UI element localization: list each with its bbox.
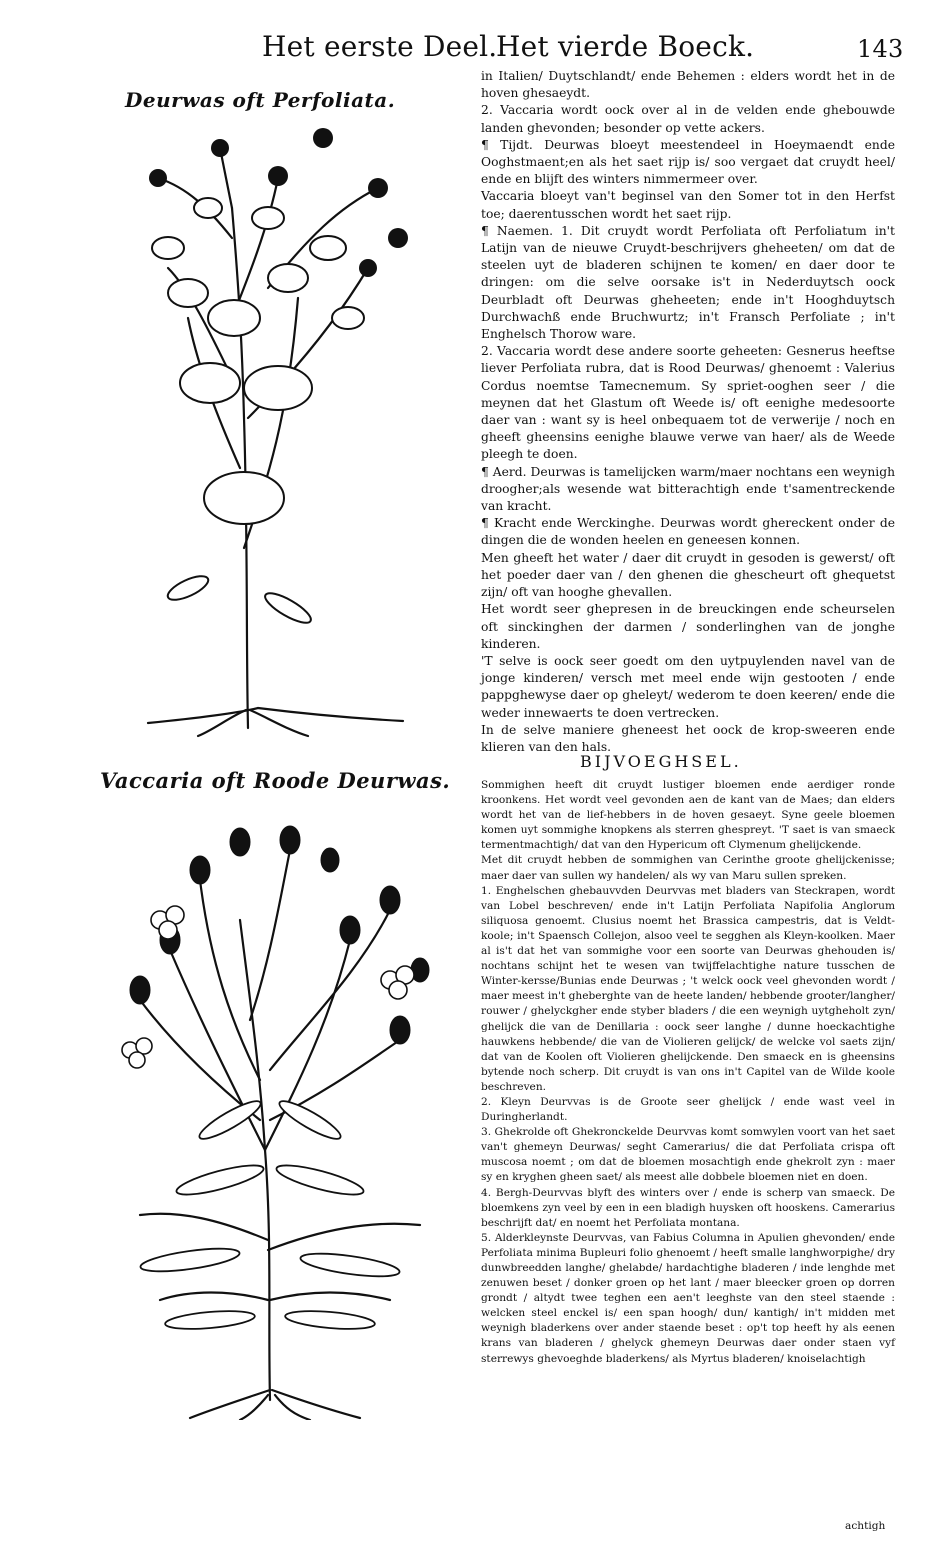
appendix-paragraph: Met dit cruydt hebben de sommighen van Cerinthe groote ghelijckenisse; maer daer van sullen wy handelen/ als wy van Maru sullen spreken. [481,854,895,882]
appendix-paragraph: 2. Kleyn Deurvvas is de Groote seer ghelijck / ende wast veel in Duringherlandt. [481,1095,895,1124]
appendix-paragraph: 5. Alderkleynste Deurvvas, van Fabius Columna in Apulien ghevonden/ ende Perfoliata minima Bupleuri folio ghenoemt / heeft smalle langhworpighe/ dry dunwbreedden langhe/ ghelabde/ hardachtighe bladeren / inde lenghde met zenuwen beset / donker groen op het lant / maer bleecker groen op dorren grondt / altydt twee teghen een aen't leeghste van den steel staende : welcken steel enckel is/ een span hoogh/ dun/ kantigh/ in't midden met weynigh bladerkens over ander staende beset : op't top heeft hy als eenen krans van bladeren / ghelyck ghemeyn Deurwas daer onder staen vyf sterrewys ghevoeghde bladerkens/ als Myrtus bladeren/ knoiselachtigh [481,1231,895,1365]
text-paragraph: Men gheeft het water / daer dit cruydt in gesoden is gewerst/ oft het poeder daer van / den ghenen die ghescheurt oft ghequetst zijn/ oft van hooghe ghevallen. [481,550,895,600]
text-paragraph: 'T selve is oock seer goedt om den uytpuylenden navel van de jonge kinderen/ versch met meel ende wijn gestooten / ende pappghewyse daer op gheleyt/ wederom te doen keeren/ ende die weder innewaerts te doen vertrecken. [481,653,895,720]
text-paragraph: ¶ Naemen. 1. Dit cruydt wordt Perfoliata oft Perfoliatum in't Latijn van de nieuwe Cruydt-beschrijvers gheheeten/ om dat de steelen uyt de bladeren schijnen te komen/ en daer door te dringen: om die selve oorsake is't in Nederduytsch oock Deurbladt oft Deurwas gheheeten; ende in't Hooghduytsch Durchwachß ende Bruchwurtz; in't Fransch Perfoliate ; in't Enghelsch Thorow ware. [481,223,895,342]
section-heading: BIJVOEGHSEL. [580,752,742,771]
text-paragraph: In de selve maniere gheneest het oock de krop-sweeren ende klieren van den hals. [481,722,895,754]
main-text-column [481,68,895,756]
catchword: achtigh [845,1520,886,1532]
page-number: 143 [857,35,904,63]
text-paragraph: Vaccaria bloeyt van't beginsel van den Somer tot in den Herfst toe; daerentusschen wordt het saet rijp. [481,189,895,221]
running-head-right: Het vierde Boeck. [496,30,755,63]
figure-caption-vaccaria: Vaccaria oft Roode Deurwas. [100,768,451,793]
appendix-text-column [481,778,895,1367]
text-paragraph: ¶ Kracht ende Werckinghe. Deurwas wordt ghereckent onder de dingen die de wonden heelen en geneesen konnen. [481,516,895,548]
text-paragraph: 2. Vaccaria wordt dese andere soorte geheeten: Gesnerus heeftse liever Perfoliata rubra, dat is Rood Deurwas/ ghenoemt : Valerius Cordus noemtse Tamecnemum. Sy spriet-ooghen seer / die meynen dat het Glastum oft Weede is/ oft eenighe medesoorte daer van : want sy is heel onbequaem tot de verwerije / noch en gheeft gheensins eenighe blauwe verwe van haer/ als de Weede pleegh te doen. [481,344,895,462]
figure-caption-perfoliata: Deurwas oft Perfoliata. [125,88,396,112]
perfoliata-woodcut-image [128,118,428,746]
running-head-left: Het eerste Deel. [262,30,498,63]
text-paragraph: Het wordt seer ghepresen in de breuckingen ende scheurselen oft sinckinghen der darmen / sonderlinghen van de jonghe kinderen. [481,602,895,651]
text-paragraph: ¶ Tijdt. Deurwas bloeyt meestendeel in Hoeymaendt ende Ooghstmaent;en als het saet rijp is/ soo vergaet dat cruydt heel/ ende en blijft des winters nimmermeer over. [481,137,895,187]
text-paragraph: ¶ Aerd. Deurwas is tamelijcken warm/maer nochtans een weynigh droogher;als wesende wat bitterachtigh ende t'samentreckende van kracht. [481,464,895,514]
vaccaria-woodcut-image [100,820,460,1420]
appendix-paragraph: 4. Bergh-Deurvvas blyft des winters over / ende is scherp van smaeck. De bloemkens zyn veel by een in een bladigh huysken oft hooskens. Camerarius beschrijft dat/ en noemt het Perfoliata montana. [481,1186,895,1229]
appendix-paragraph: 3. Ghekrolde oft Ghekronckelde Deurvvas komt somwylen voort van het saet van't ghemeyn Deurwas/ seght Camerarius/ die dat Perfoliata crispa oft muscosa noemt ; om dat de bloemen mosachtigh ende ghekrolt zyn : maer sy en kryghen gheen saet/ als meest alle dobbele bloemen niet en doen. [481,1126,895,1184]
text-paragraph: 2. Vaccaria wordt oock over al in de velden ende ghebouwde landen ghevonden; besonder op vette ackers. [481,103,895,135]
text-paragraph: in Italien/ Duytschlandt/ ende Behemen : elders wordt het in de hoven ghesaeydt. [481,69,895,101]
appendix-paragraph: Sommighen heeft dit cruydt lustiger bloemen ende aerdiger ronde kroonkens. Het wordt veel gevonden aen de kant van de Maes; dan elders wordt het van de lief-hebbers in de hoven gesaeyt. Syne geele bloemen komen uyt sommighe knopkens als sterren ghespreyt. 'T saet is van smaeck termentmachtigh/ dat van den Hypericum oft Clymenum ghelijckende. [481,779,895,852]
appendix-paragraph: 1. Enghelschen ghebauvvden Deurvvas met bladers van Steckrapen, wordt van Lobel beschreven/ ende in't Latijn Perfoliata Napifolia Anglorum siliquosa genoemt. Clusius noemt het Brassica campestris, dat is Veldt-koole; in't Spaensch Collejon, alsoo veel te segghen als Kleyn-koolken. Maer al is't dat het van sommighe voor een soorte van Deurwas ghehouden is/ nochtans schijnt het te wesen van twijffelachtighe nature tusschen de Winter-kersse/Bunias ende Deurwas ; 't welck oock veel ghevonden wordt / maer meest in't gheberghte van de heete landen/ hebbende grooter/langher/ rouwer / ghelyckgher ende styber bladers / die een weynigh uytgheholt zyn/ ghelijck die van de Denillaria : oock seer langhe / dunne hoeckachtighe hauwkens hebbende/ die van de Violieren gelijck/ de welcke vol saets zijn/ dat van de Koolen oft Violieren ghelijckende. Den smaeck en is gheensins bytende noch scherp. Dit cruydt is van ons in't Capitel van de Wilde koole beschreven. [481,884,895,1093]
